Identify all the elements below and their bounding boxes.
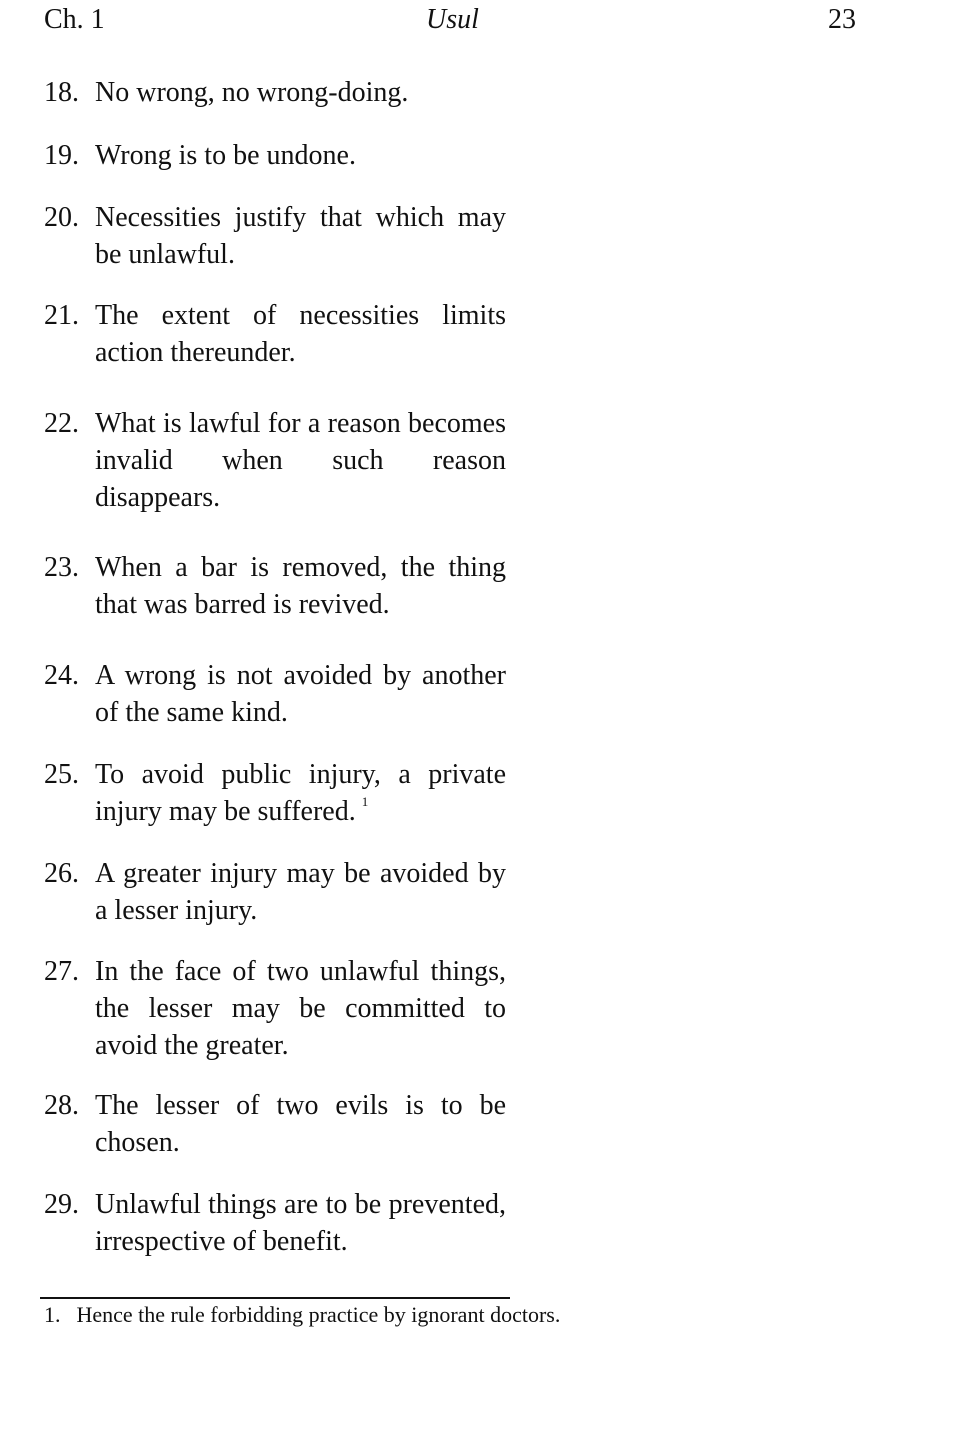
footnote-text: Hence the rule forbidding practice by ignorant doctors. [76, 1302, 561, 1327]
item-text: The lesser of two evils is to be chosen. [95, 1090, 506, 1158]
item-number: 24. [44, 660, 79, 691]
item-text [95, 756, 506, 830]
list-item [44, 549, 506, 623]
item-text: Unlawful things are to be prevented, irrespective of benefit. [95, 1189, 506, 1257]
list-item [44, 297, 506, 371]
list-item [44, 855, 506, 929]
list-item [44, 953, 506, 1064]
item-number: 27. [44, 956, 79, 987]
item-number: 29. [44, 1189, 79, 1220]
item-number: 19. [44, 140, 79, 171]
list-item [44, 405, 506, 516]
list-item [44, 137, 506, 174]
list-item [44, 1087, 506, 1161]
list-item [44, 756, 506, 830]
item-text: No wrong, no wrong-doing. [95, 77, 409, 108]
footnote-divider [40, 1297, 510, 1299]
page-number: 23 [828, 4, 856, 35]
item-number: 18. [44, 77, 79, 108]
item-number: 21. [44, 300, 79, 331]
item-text: Wrong is to be undone. [95, 140, 356, 171]
item-text: A wrong is not avoided by another of the same kind. [95, 660, 506, 728]
footnote-reference: 1 [361, 794, 369, 809]
item-number: 28. [44, 1090, 79, 1121]
footnote-number: 1. [44, 1302, 61, 1327]
item-number: 25. [44, 759, 79, 790]
item-text-content: To avoid public injury, a private injury may be suffered. [95, 759, 506, 827]
list-item [44, 199, 506, 273]
item-number: 20. [44, 202, 79, 233]
list-item [44, 657, 506, 731]
running-title: Usul [426, 4, 479, 35]
list-item [44, 74, 506, 111]
item-text: A greater injury may be avoided by a lesser injury. [95, 858, 506, 926]
item-number: 23. [44, 552, 79, 583]
list-item [44, 1186, 506, 1260]
chapter-label: Ch. 1 [44, 4, 105, 35]
footnote [44, 1300, 560, 1330]
item-number: 26. [44, 858, 79, 889]
item-text: When a bar is removed, the thing that was barred is revived. [95, 552, 506, 620]
item-text: What is lawful for a reason becomes invalid when such reason disappears. [95, 408, 506, 513]
item-text: The extent of necessities limits action thereunder. [95, 300, 506, 368]
item-text: In the face of two unlawful things, the lesser may be committed to avoid the greater. [95, 956, 506, 1061]
item-text: Necessities justify that which may be unlawful. [95, 202, 506, 270]
item-number: 22. [44, 408, 79, 439]
